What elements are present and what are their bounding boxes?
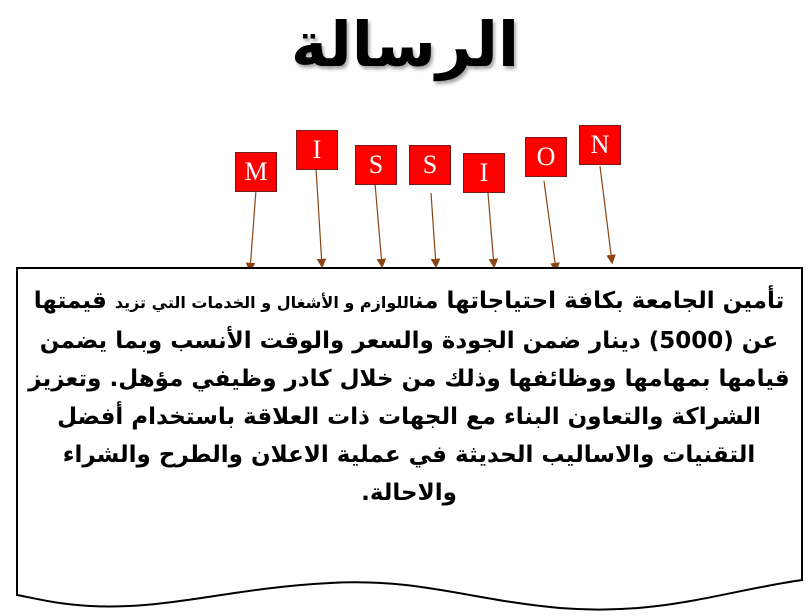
statement-line1-a: تأمين الجامعة بكافة احتياجاتها من xyxy=(414,288,785,314)
statement-part2: قيمتها عن (5000) دينار ضمن الجودة والسعر والوقت الأنسب وبما يضمن قيامها بمهامها ووظائفها وذلك من خلال كادر وظيفي مؤهل. xyxy=(33,288,790,392)
page-title: الرسالة xyxy=(290,8,520,81)
arrow-s2 xyxy=(431,193,436,266)
mission-letter-o: O xyxy=(525,137,567,177)
statement-line1-b: اللوازم و الأشغال و الخدمات التي تزيد xyxy=(114,293,415,312)
mission-letter-m: M xyxy=(235,152,277,192)
statement-part3: وتعزيز الشراكة والتعاون البناء مع الجهات ذات العلاقة باستخدام أفضل التقنيات والاساليب الحديثة في عملية الاعلان والطرح والشراء والاحالة. xyxy=(28,366,761,506)
arrow-i2 xyxy=(488,193,494,266)
mission-letter-i-2: I xyxy=(463,153,505,193)
mission-letter-n: N xyxy=(579,125,621,165)
mission-letter-i: I xyxy=(296,130,338,170)
mission-letter-s: S xyxy=(355,145,397,185)
arrow-m xyxy=(250,190,256,270)
arrow-o xyxy=(544,181,556,270)
arrow-s1 xyxy=(375,183,382,266)
arrow-i1 xyxy=(316,168,322,266)
mission-letter-s-2: S xyxy=(409,145,451,185)
mission-statement xyxy=(24,282,794,512)
arrow-n xyxy=(600,166,612,262)
